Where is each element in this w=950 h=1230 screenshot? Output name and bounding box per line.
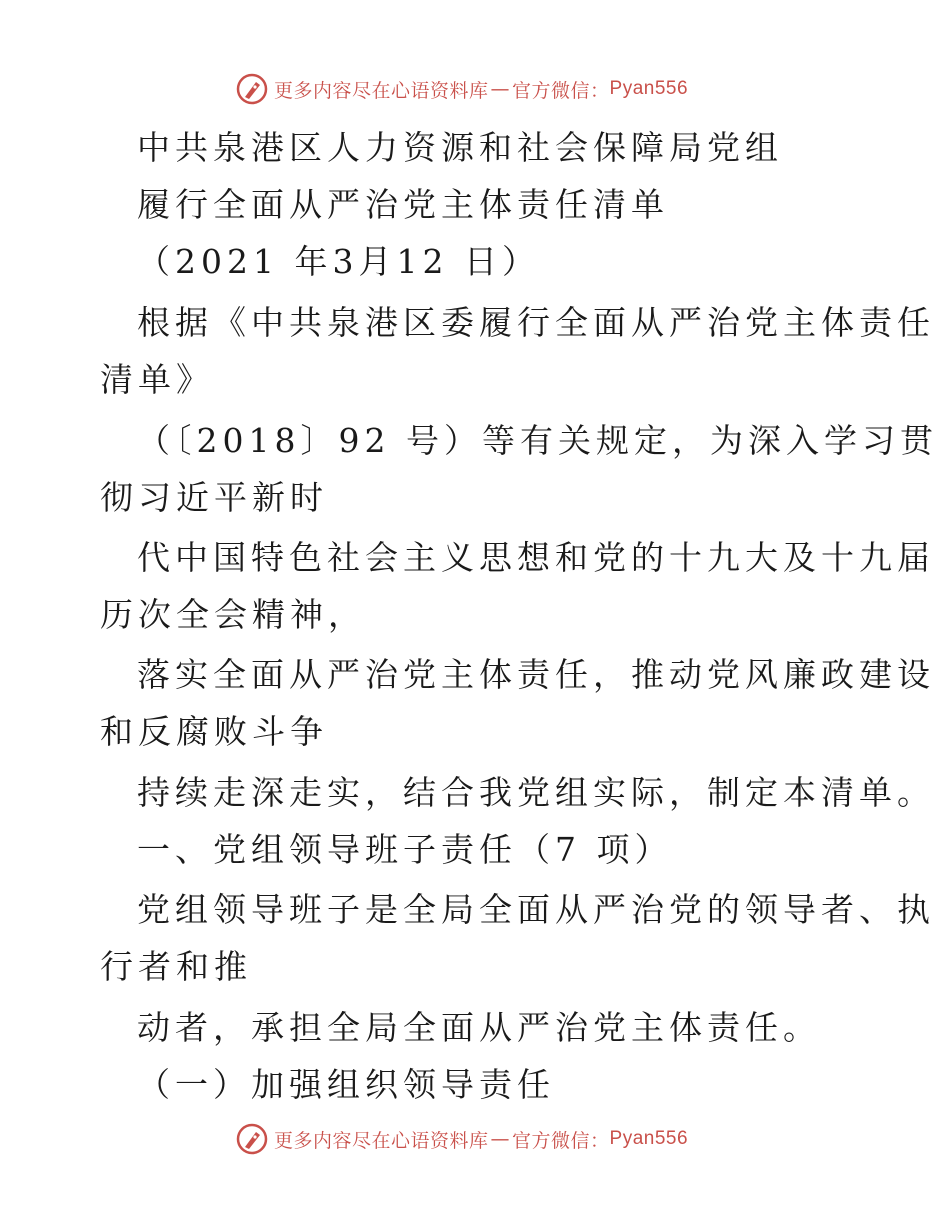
pen-nib-logo-icon	[236, 73, 268, 105]
paragraph-line: （〔2018〕92 号）等有关规定，为深入学习贯	[137, 421, 938, 460]
watermark-separator: —	[490, 1128, 511, 1150]
watermark-id: Pyan556	[609, 1128, 689, 1149]
pen-nib-logo-icon	[236, 1123, 268, 1155]
paragraph-line: 代中国特色社会主义思想和党的十九大及十九届	[137, 538, 935, 577]
watermark-separator: —	[490, 78, 511, 100]
watermark-id: Pyan556	[609, 78, 689, 99]
watermark-text: 更多内容尽在心语资料库	[274, 1129, 489, 1152]
document-date: （2021 年3月12 日）	[137, 242, 540, 281]
paragraph-line: 落实全面从严治党主体责任，推动党风廉政建设	[137, 655, 935, 694]
section-heading: 一、党组领导班子责任（7 项）	[137, 830, 673, 869]
watermark-header	[236, 72, 756, 106]
document-title-line2: 履行全面从严治党主体责任清单	[137, 185, 669, 224]
paragraph-line: 动者，承担全局全面从严治党主体责任。	[137, 1008, 821, 1047]
paragraph-line: 持续走深走实，结合我党组实际，制定本清单。	[137, 773, 935, 812]
paragraph-line: 党组领导班子是全局全面从严治党的领导者、执	[137, 890, 935, 929]
watermark-label: 官方微信：	[512, 79, 610, 102]
subsection-heading: （一）加强组织领导责任	[137, 1065, 555, 1104]
watermark-label: 官方微信：	[512, 1129, 610, 1152]
paragraph-line: 行者和推	[100, 947, 252, 986]
watermark-footer	[236, 1122, 756, 1156]
paragraph-line: 彻习近平新时	[100, 478, 328, 517]
watermark-text: 更多内容尽在心语资料库	[274, 79, 489, 102]
document-title-line1: 中共泉港区人力资源和社会保障局党组	[137, 128, 783, 167]
paragraph-line: 历次全会精神，	[100, 595, 366, 634]
paragraph-line: 根据《中共泉港区委履行全面从严治党主体责任	[137, 303, 935, 342]
paragraph-line: 清单》	[100, 360, 214, 399]
paragraph-line: 和反腐败斗争	[100, 712, 328, 751]
